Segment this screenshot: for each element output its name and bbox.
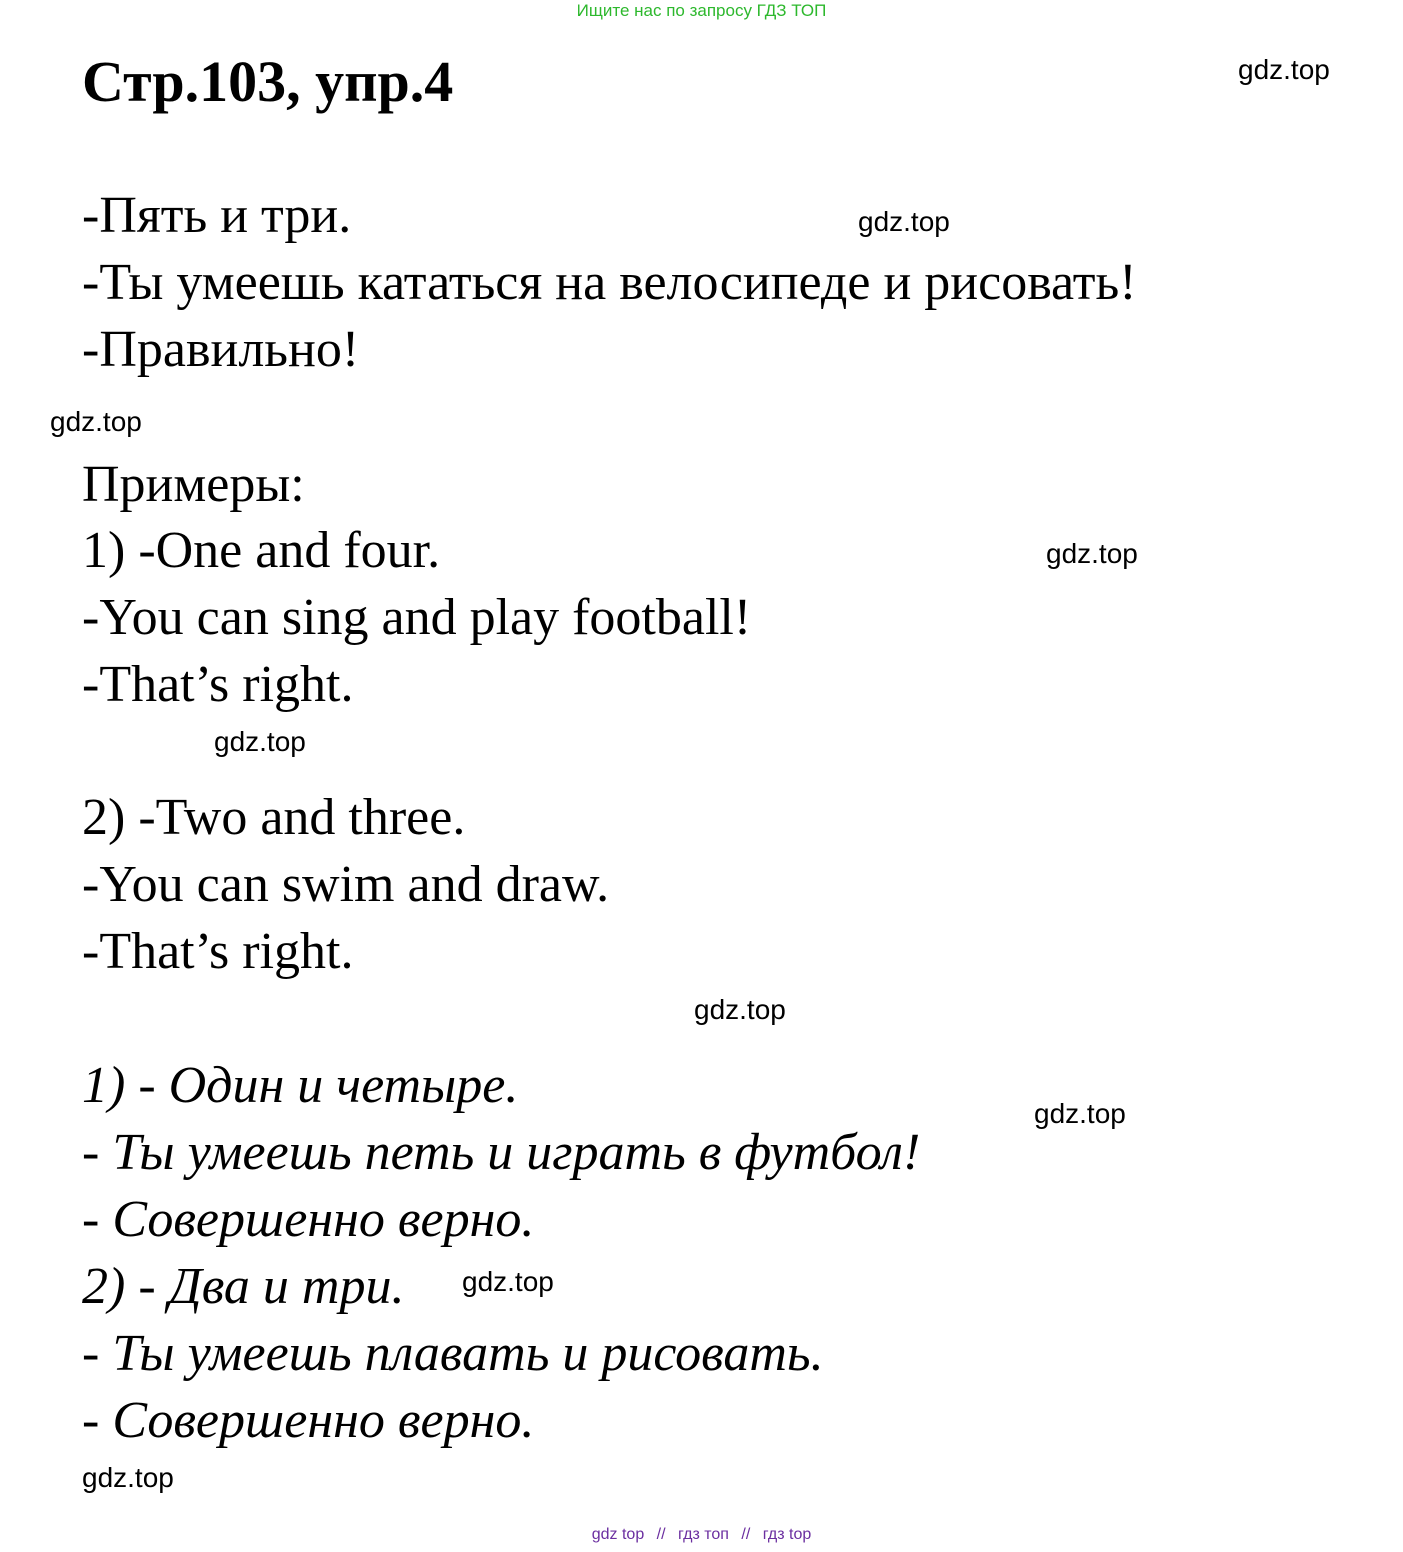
watermark: gdz.top [858, 206, 950, 237]
example1-line-3: -That’s right. [82, 656, 354, 713]
translation1-line-3: - Совершенно верно. [82, 1191, 535, 1248]
watermark: gdz.top [1238, 54, 1330, 85]
example2-line-3: -That’s right. [82, 923, 354, 980]
footer-separator: // [741, 1526, 751, 1543]
watermark: gdz.top [50, 406, 142, 437]
examples-label: Примеры: [82, 456, 305, 513]
footer-separator: // [656, 1526, 666, 1543]
watermark: gdz.top [1046, 538, 1138, 569]
example2-line-1: 2) -Two and three. [82, 789, 466, 846]
watermark: gdz.top [1034, 1098, 1126, 1129]
footer-link-1[interactable]: gdz top [591, 1526, 645, 1543]
footer-link-3[interactable]: гдз top [762, 1526, 812, 1543]
footer [0, 1526, 1403, 1544]
russian-line-2: -Ты умеешь кататься на велосипеде и рисовать! [82, 254, 1137, 311]
translation1-line-2: - Ты умеешь петь и играть в футбол! [82, 1124, 921, 1181]
translation2-line-1: 2) - Два и три. [82, 1258, 405, 1315]
russian-line-3: -Правильно! [82, 321, 360, 378]
watermark: gdz.top [82, 1462, 174, 1493]
russian-line-1: -Пять и три. [82, 187, 352, 244]
page-title: Стр.103, упр.4 [82, 49, 454, 114]
watermark: gdz.top [462, 1266, 554, 1297]
translation2-line-2: - Ты умеешь плавать и рисовать. [82, 1325, 824, 1382]
watermark: gdz.top [214, 726, 306, 757]
top-banner: Ищите нас по запросу ГДЗ ТОП [576, 1, 827, 20]
translation2-line-3: - Совершенно верно. [82, 1392, 535, 1449]
example1-line-2: -You can sing and play football! [82, 589, 752, 646]
example2-line-2: -You can swim and draw. [82, 856, 610, 913]
translation1-line-1: 1) - Один и четыре. [82, 1057, 519, 1114]
footer-link-2[interactable]: гдз топ [678, 1526, 729, 1543]
example1-line-1: 1) -One and four. [82, 522, 441, 579]
watermark: gdz.top [694, 994, 786, 1025]
